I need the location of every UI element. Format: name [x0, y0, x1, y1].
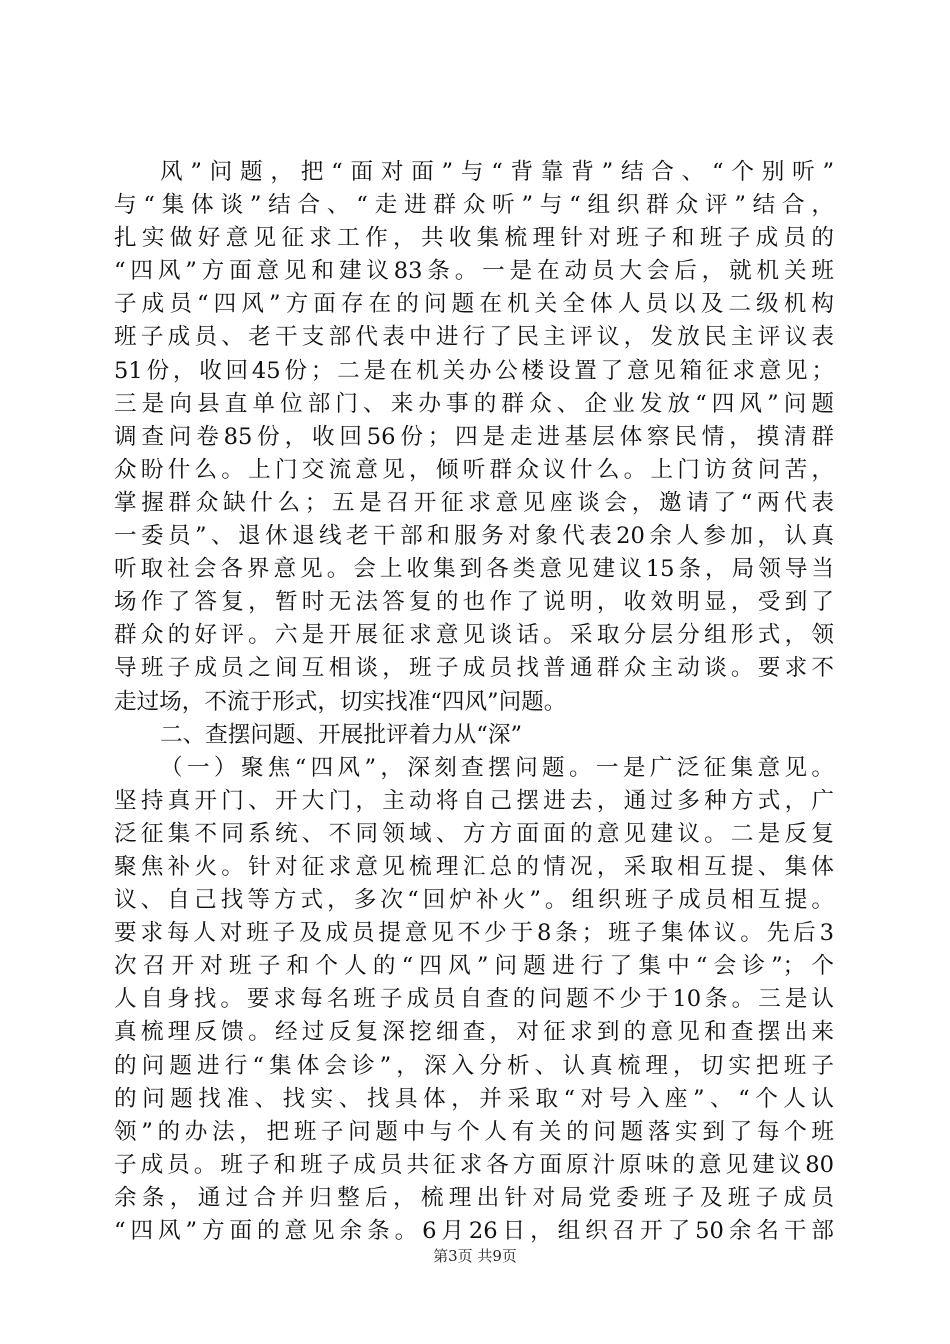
text-line: 听取社会各界意见。会上收集到各类意见建议15条，局领导当: [114, 556, 834, 583]
text-line: 人自身找。要求每名班子成员自查的问题不少于10条。三是认: [114, 986, 834, 1013]
text-line: “四风”方面意见和建议83条。一是在动员大会后，就机关班: [114, 258, 834, 285]
text-line: 坚持真开门、开大门，主动将自己摆进去，通过多种方式，广: [114, 787, 834, 814]
text-line: 子成员。班子和班子成员共征求各方面原汁原味的意见建议80: [114, 1151, 834, 1178]
text-line: 余条，通过合并归整后，梳理出针对局党委班子及班子成员: [114, 1184, 834, 1211]
text-line: 领”的办法，把班子问题中与个人有关的问题落实到了每个班: [114, 1118, 834, 1145]
text-line: 掌握群众缺什么；五是召开征求意见座谈会，邀请了“两代表: [114, 489, 834, 516]
text-line: 场作了答复，暂时无法答复的也作了说明，收效明显，受到了: [114, 589, 834, 616]
text-line: 扎实做好意见征求工作，共收集梳理针对班子和班子成员的: [114, 225, 834, 252]
text-line: 51份，收回45份；二是在机关办公楼设置了意见箱征求意见；: [114, 357, 834, 384]
text-line: 一委员”、退休退线老干部和服务对象代表20余人参加，认真: [114, 523, 834, 550]
text-line: 次召开对班子和个人的“四风”问题进行了集中“会诊”；个: [114, 953, 834, 980]
text-line: 真梳理反馈。经过反复深挖细查，对征求到的意见和查摆出来: [114, 1019, 834, 1046]
text-line: 走过场，不流于形式，切实找准“四风”问题。: [114, 688, 567, 715]
text-line: 众盼什么。上门交流意见，倾听群众议什么。上门访贫问苦，: [114, 456, 834, 483]
text-line: 议、自己找等方式，多次“回炉补火”。组织班子成员相互提。: [114, 887, 834, 914]
page-footer: 第3页 共9页: [433, 1247, 517, 1265]
text-line: 的问题进行“集体会诊”，深入分析、认真梳理，切实把班子: [114, 1052, 834, 1079]
text-line: 风”问题，把“面对面”与“背靠背”结合、“个别听”: [160, 159, 834, 185]
text-line: 要求每人对班子及成员提意见不少于8条；班子集体议。先后3: [114, 920, 834, 947]
text-line: 群众的好评。六是开展征求意见谈话。采取分层分组形式，领: [114, 622, 834, 649]
text-line: 聚焦补火。针对征求意见梳理汇总的情况，采取相互提、集体: [114, 853, 834, 880]
text-line: 三是向县直单位部门、来办事的群众、企业发放“四风”问题: [114, 390, 834, 417]
text-line: 子成员“四风”方面存在的问题在机关全体人员以及二级机构: [114, 291, 834, 318]
text-line: 泛征集不同系统、不同领域、方方面面的意见建议。二是反复: [114, 820, 834, 847]
text-line: 的问题找准、找实、找具体，并采取“对号入座”、“个人认: [114, 1085, 834, 1112]
text-line: 调查问卷85份，收回56份；四是走进基层体察民情，摸清群: [114, 423, 834, 450]
text-line: 班子成员、老干支部代表中进行了民主评议，发放民主评议表: [114, 324, 834, 351]
text-line: 导班子成员之间互相谈，班子成员找普通群众主动谈。要求不: [114, 655, 834, 682]
section-heading: 二、查摆问题、开展批评着力从“深”: [160, 721, 523, 748]
text-line: “四风”方面的意见余条。6月26日，组织召开了50余名干部: [114, 1218, 834, 1244]
text-line: （一）聚焦“四风”，深刻查摆问题。一是广泛征集意见。: [160, 754, 834, 781]
text-line: 与“集体谈”结合、“走进群众听”与“组织群众评”结合，: [114, 192, 834, 219]
document-body: [114, 156, 834, 1248]
